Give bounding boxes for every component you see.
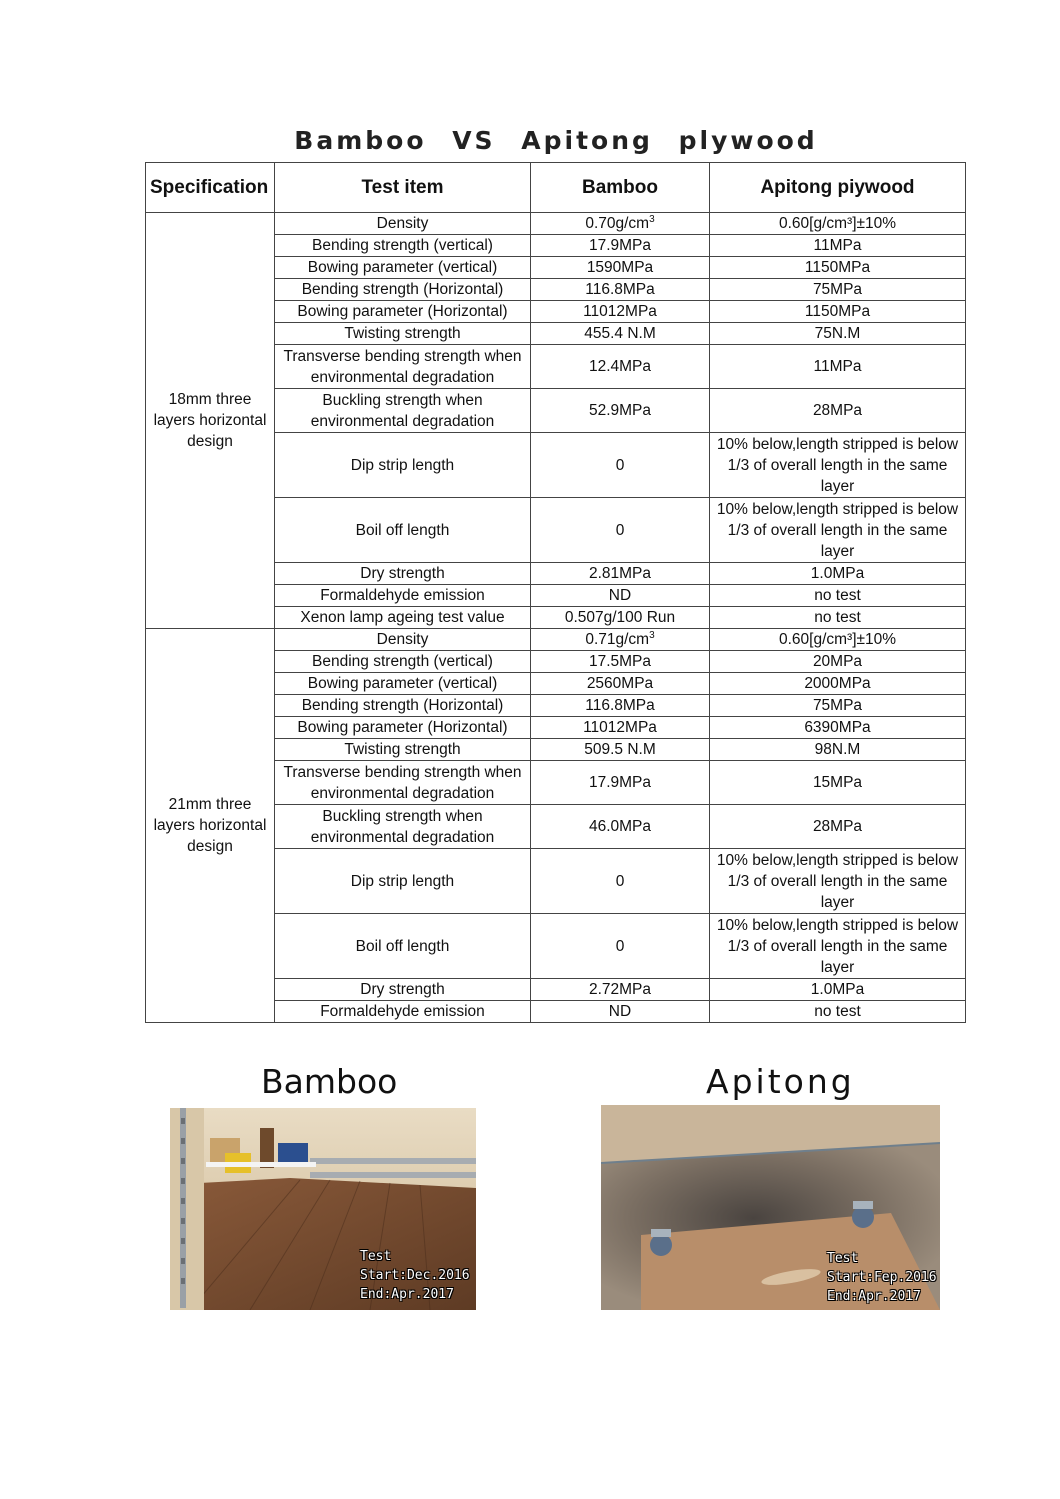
bamboo-value-cell: [531, 607, 710, 629]
bamboo-value-cell: [531, 979, 710, 1001]
apitong-value-cell: 20MPa: [710, 651, 966, 673]
header-apitong: Apitong piywood: [710, 163, 966, 213]
table-row: [146, 213, 966, 235]
bamboo-value: 11012MPa: [583, 719, 657, 736]
apitong-value-cell: 28MPa: [710, 805, 966, 849]
bamboo-value: ND: [608, 1003, 632, 1020]
bamboo-value: 116.8MPa: [585, 697, 655, 714]
bamboo-value: ND: [608, 587, 632, 604]
apitong-value-cell: 10% below,length stripped is below 1/3 of overall length in the same layer: [710, 849, 966, 914]
apitong-value-cell: no test: [710, 585, 966, 607]
apitong-photo-stamp: Test Start:Fep.2016 End:Apr.2017: [827, 1251, 937, 1304]
test-item-cell: Dry strength: [275, 979, 531, 1001]
header-test-item: Test item: [275, 163, 531, 213]
bamboo-value: 0: [615, 937, 625, 955]
apitong-value-cell: 1150MPa: [710, 301, 966, 323]
bamboo-value-cell: [531, 673, 710, 695]
apitong-value-cell: 75MPa: [710, 695, 966, 717]
bamboo-value-cell: [531, 849, 710, 914]
bamboo-value: 0.507g/100 Run: [564, 609, 676, 626]
bamboo-floor-photo: [170, 1108, 476, 1310]
bamboo-value: 46.0MPa: [588, 818, 652, 835]
apitong-value-cell: 0.60[g/cm³]±10%: [710, 213, 966, 235]
table-header-row: [146, 163, 966, 213]
bamboo-value: 0: [615, 872, 625, 890]
test-item-cell: Dip strip length: [275, 849, 531, 914]
test-item-cell: Dip strip length: [275, 433, 531, 498]
test-item-cell: Xenon lamp ageing test value: [275, 607, 531, 629]
bamboo-value-cell: [531, 498, 710, 563]
apitong-value-cell: 0.60[g/cm³]±10%: [710, 629, 966, 651]
test-item-cell: Density: [275, 213, 531, 235]
bamboo-value-cell: [531, 651, 710, 673]
bamboo-value: 17.9MPa: [588, 774, 652, 791]
test-item-cell: Bowing parameter (Horizontal): [275, 301, 531, 323]
comparison-table: [145, 162, 966, 1023]
test-item-cell: Bowing parameter (vertical): [275, 673, 531, 695]
bamboo-value-cell: [531, 345, 710, 389]
test-item-cell: Twisting strength: [275, 739, 531, 761]
apitong-value-cell: 10% below,length stripped is below 1/3 of overall length in the same layer: [710, 498, 966, 563]
test-item-cell: Transverse bending strength when environmental degradation: [275, 345, 531, 389]
bamboo-value-cell: [531, 257, 710, 279]
apitong-value-cell: 15MPa: [710, 761, 966, 805]
bamboo-value: 12.4MPa: [588, 358, 652, 375]
bamboo-value-cell: [531, 805, 710, 849]
bamboo-value: 11012MPa: [583, 303, 657, 320]
bamboo-value: 509.5 N.M: [584, 741, 656, 758]
bamboo-value: 2.81MPa: [588, 565, 652, 582]
apitong-value-cell: 2000MPa: [710, 673, 966, 695]
apitong-value-cell: 1.0MPa: [710, 979, 966, 1001]
test-item-cell: Boil off length: [275, 498, 531, 563]
header-bamboo: Bamboo: [531, 163, 710, 213]
apitong-value-cell: 6390MPa: [710, 717, 966, 739]
bamboo-value: 0.70g/cm: [585, 215, 650, 232]
test-item-cell: Bowing parameter (Horizontal): [275, 717, 531, 739]
table-body: [146, 213, 966, 1023]
apitong-value-cell: 98N.M: [710, 739, 966, 761]
bamboo-value: 455.4 N.M: [584, 325, 656, 342]
test-item-cell: Bowing parameter (vertical): [275, 257, 531, 279]
bamboo-value: 0: [615, 456, 625, 474]
apitong-floor-photo: [601, 1105, 940, 1310]
bamboo-value: 116.8MPa: [585, 281, 655, 298]
bamboo-value: 2560MPa: [586, 675, 654, 692]
apitong-value-cell: 11MPa: [710, 345, 966, 389]
apitong-value-cell: 75MPa: [710, 279, 966, 301]
apitong-value-cell: 75N.M: [710, 323, 966, 345]
specification-cell: 21mm three layers horizontal design: [146, 629, 275, 1023]
table-row: [146, 629, 966, 651]
bamboo-value: 1590MPa: [586, 259, 654, 276]
test-item-cell: Formaldehyde emission: [275, 1001, 531, 1023]
bamboo-value-cell: [531, 301, 710, 323]
bamboo-value: 17.5MPa: [588, 653, 652, 670]
bamboo-value-cell: [531, 629, 710, 651]
bamboo-value-cell: [531, 585, 710, 607]
bamboo-value-cell: [531, 717, 710, 739]
test-item-cell: Bending strength (Horizontal): [275, 695, 531, 717]
test-item-cell: Transverse bending strength when environmental degradation: [275, 761, 531, 805]
apitong-value-cell: 10% below,length stripped is below 1/3 of overall length in the same layer: [710, 433, 966, 498]
apitong-value-cell: 10% below,length stripped is below 1/3 of overall length in the same layer: [710, 914, 966, 979]
bamboo-value-cell: [531, 695, 710, 717]
bamboo-value: 17.9MPa: [588, 237, 652, 254]
bamboo-value-cell: [531, 739, 710, 761]
bamboo-photo-stamp: Test Start:Dec.2016 End:Apr.2017: [360, 1249, 470, 1302]
test-item-cell: Dry strength: [275, 563, 531, 585]
test-item-cell: Twisting strength: [275, 323, 531, 345]
apitong-value-cell: no test: [710, 1001, 966, 1023]
bamboo-value-cell: [531, 235, 710, 257]
specification-cell: 18mm three layers horizontal design: [146, 213, 275, 629]
test-item-cell: Boil off length: [275, 914, 531, 979]
apitong-value-cell: 28MPa: [710, 389, 966, 433]
test-item-cell: Bending strength (vertical): [275, 651, 531, 673]
test-item-cell: Bending strength (vertical): [275, 235, 531, 257]
header-specification: Specification: [146, 163, 275, 213]
test-item-cell: Density: [275, 629, 531, 651]
bamboo-value-cell: [531, 279, 710, 301]
bamboo-photo-label: Bamboo: [261, 1062, 398, 1101]
test-item-cell: Bending strength (Horizontal): [275, 279, 531, 301]
page-title: Bamboo VS Apitong plywood: [294, 126, 818, 155]
unit-superscript: 3: [649, 213, 655, 225]
bamboo-value-cell: [531, 433, 710, 498]
apitong-photo-label: Apitong: [706, 1062, 855, 1101]
apitong-value-cell: 11MPa: [710, 235, 966, 257]
bamboo-value-cell: [531, 563, 710, 585]
bamboo-value-cell: [531, 914, 710, 979]
bamboo-value-cell: [531, 1001, 710, 1023]
apitong-value-cell: no test: [710, 607, 966, 629]
bamboo-value-cell: [531, 323, 710, 345]
apitong-value-cell: 1.0MPa: [710, 563, 966, 585]
bamboo-value: 52.9MPa: [588, 402, 652, 419]
bamboo-value: 0: [615, 521, 625, 539]
test-item-cell: Formaldehyde emission: [275, 585, 531, 607]
bamboo-value: 0.71g/cm: [585, 631, 650, 648]
bamboo-value-cell: [531, 389, 710, 433]
test-item-cell: Buckling strength when environmental degradation: [275, 805, 531, 849]
bamboo-value-cell: [531, 213, 710, 235]
test-item-cell: Buckling strength when environmental degradation: [275, 389, 531, 433]
apitong-value-cell: 1150MPa: [710, 257, 966, 279]
bamboo-value: 2.72MPa: [588, 981, 652, 998]
bamboo-value-cell: [531, 761, 710, 805]
unit-superscript: 3: [649, 629, 655, 641]
